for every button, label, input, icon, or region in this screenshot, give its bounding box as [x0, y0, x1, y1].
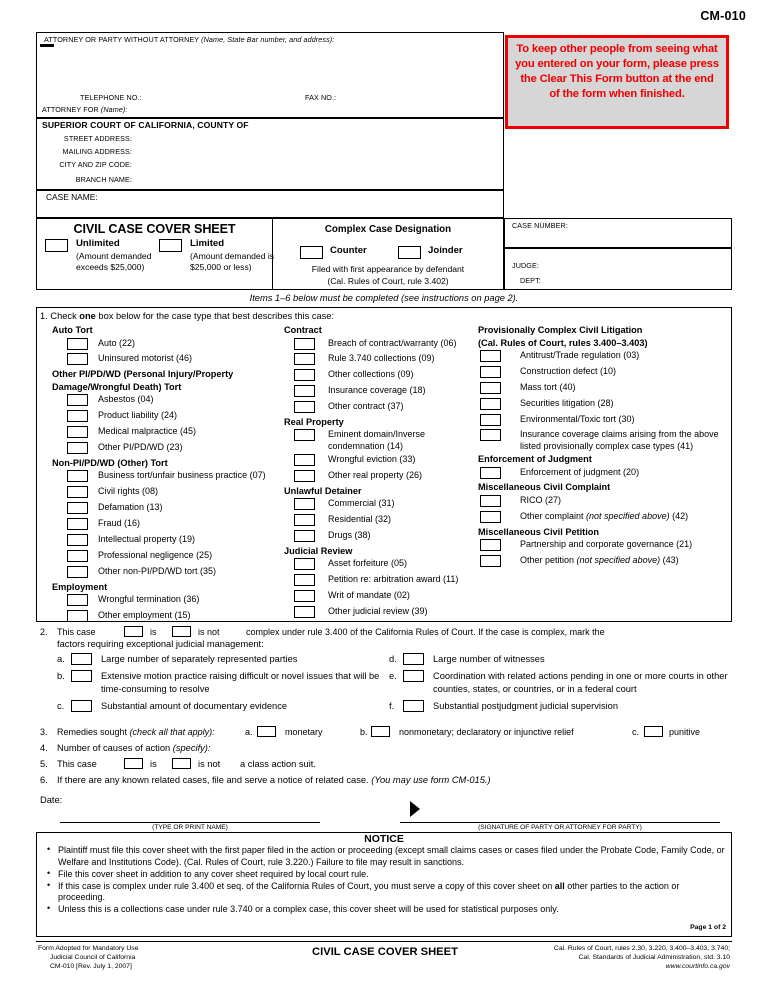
item2-text-rest: complex under rule 3.400 of the California Rules of Court. If the case is complex, mark the	[246, 627, 605, 637]
item2-factor-c	[57, 700, 377, 713]
item3-b-letter: b.	[360, 727, 368, 737]
case-type-option-label: Other PI/PD/WD (23)	[98, 441, 183, 452]
item6-label: If there are any known related cases, file and serve a notice of related case.	[57, 775, 369, 785]
item3-italic: (check all that apply):	[129, 727, 215, 737]
case-type-option[interactable]	[52, 518, 280, 533]
case-type-option[interactable]	[478, 539, 728, 554]
case-type-option[interactable]	[284, 498, 474, 513]
footer-url: www.courtinfo.ca.gov	[665, 963, 730, 971]
item5-text-rest: a class action suit.	[240, 759, 316, 769]
case-type-group-header: Judicial Review	[284, 545, 353, 556]
checkbox-case-type[interactable]	[480, 555, 501, 567]
footer-divider	[36, 941, 732, 942]
case-type-option-label: Antitrust/Trade regulation (03)	[520, 350, 640, 360]
case-type-option[interactable]	[52, 410, 280, 425]
item3-a-letter: a.	[245, 727, 253, 737]
branch-name-label: BRANCH NAME:	[75, 175, 132, 184]
checkbox-case-type[interactable]	[294, 606, 315, 618]
checkbox-item3-punitive[interactable]	[644, 726, 663, 737]
item3-number: 3.	[40, 727, 48, 737]
fax-label: FAX NO.:	[305, 93, 337, 102]
case-type-option-label: Breach of contract/warranty (06)	[328, 337, 457, 348]
checkbox-item2-factor-f[interactable]	[403, 700, 424, 712]
item2-factor-a	[57, 653, 377, 666]
case-type-option-label: Partnership and corporate governance (21)	[520, 539, 693, 550]
case-type-group-header: Damage/Wrongful Death) Tort	[52, 381, 182, 392]
dept-label: DEPT:	[520, 276, 541, 285]
attorney-header-italic: (Name, State Bar number, and address):	[201, 35, 335, 44]
checkbox-case-type[interactable]	[67, 426, 88, 438]
city-zip-label: CITY AND ZIP CODE:	[59, 160, 132, 169]
footer-left	[38, 944, 248, 972]
case-number-label: CASE NUMBER:	[512, 221, 568, 230]
item4-italic: (specify):	[172, 743, 211, 753]
checkbox-case-type[interactable]	[480, 539, 501, 551]
case-type-group-header: Auto Tort	[52, 325, 93, 335]
case-type-option-label: Writ of mandate (02)	[328, 590, 410, 601]
item3-label: Remedies sought	[57, 727, 128, 737]
case-type-group-header: Real Property	[284, 416, 344, 427]
case-name-label: CASE NAME:	[46, 192, 98, 202]
checkbox-case-type[interactable]	[67, 442, 88, 454]
case-type-option-label: Other complaint (not specified above) (42)	[520, 510, 689, 521]
checkbox-item5-is-not[interactable]	[172, 758, 191, 769]
case-type-group-header: Miscellaneous Civil Petition	[478, 526, 599, 537]
item3-text1	[57, 727, 215, 737]
checkbox-case-type[interactable]	[294, 369, 315, 381]
case-type-option-label: Wrongful eviction (33)	[328, 454, 416, 465]
case-type-option[interactable]	[478, 382, 728, 397]
case-type-option[interactable]	[52, 486, 280, 501]
case-type-option[interactable]	[284, 353, 474, 368]
checkbox-limited[interactable]	[159, 239, 182, 252]
case-type-option[interactable]	[284, 338, 474, 353]
case-type-option[interactable]	[52, 394, 280, 409]
item2-number: 2.	[40, 627, 48, 637]
cover-sheet-title: CIVIL CASE COVER SHEET	[73, 222, 236, 236]
judge-label: JUDGE:	[512, 261, 539, 270]
case-type-option-label: Petition re: arbitration award (11)	[328, 574, 459, 585]
case-type-column-2	[284, 325, 474, 622]
case-type-option[interactable]	[284, 385, 474, 400]
checkbox-unlimited[interactable]	[45, 239, 68, 252]
case-type-option-label: Product liability (24)	[98, 410, 178, 421]
signature-of-party-label: (SIGNATURE OF PARTY OR ATTORNEY FOR PARTY)	[478, 824, 642, 831]
checkbox-case-type[interactable]	[67, 394, 88, 406]
case-type-column-3	[478, 325, 728, 571]
checkbox-case-type[interactable]	[480, 429, 501, 441]
checkbox-counter[interactable]	[300, 246, 323, 259]
case-type-option[interactable]	[284, 558, 474, 573]
case-type-option-label: Environmental/Toxic tort (30)	[520, 413, 635, 424]
item6-italic: (You may use form CM-015.)	[371, 775, 491, 785]
case-type-option[interactable]	[284, 514, 474, 529]
case-type-group-header: Provisionally Complex Civil Litigation	[478, 325, 643, 335]
item4-number: 4.	[40, 743, 48, 753]
case-type-group-header: Employment	[52, 581, 108, 592]
notice-title: NOTICE	[364, 833, 404, 845]
footer-rules-line2: Cal. Standards of Judicial Administration, std. 3.10	[578, 954, 730, 962]
case-type-option-label: Residential (32)	[328, 514, 392, 525]
checkbox-case-type[interactable]	[294, 530, 315, 542]
item3-b-text: nonmonetary; declaratory or injunctive relief	[399, 727, 574, 737]
joinder-label: Joinder	[428, 245, 463, 256]
case-type-option-label: Enforcement of judgment (20)	[520, 466, 640, 477]
notice-item: • Plaintiff must file this cover sheet with the first paper filed in the action or proceeding (except small claims cases or cases filed under the Probate Code, Family Code, or Welfare and Institutions Code). (Cal. Rules of Court, rule 3.220.) Failure to file may result in sanctions.	[44, 845, 728, 868]
attorney-header-label	[44, 35, 334, 44]
item6-text	[57, 775, 491, 785]
checkbox-case-type[interactable]	[67, 594, 88, 606]
attorney-for-italic: (Name):	[100, 105, 128, 114]
clear-form-warning-text: To keep other people from seeing what you entered on your form, please press the Clear This Form button at the end of the form when finished.	[515, 43, 719, 100]
case-type-column-1	[52, 325, 280, 626]
case-name-box[interactable]	[36, 190, 504, 218]
signature-arrow-icon	[410, 801, 420, 817]
checkbox-case-type[interactable]	[294, 338, 315, 350]
case-type-group-header: Other PI/PD/WD (Personal Injury/Property	[52, 369, 234, 380]
item2-text1: This case	[57, 627, 96, 637]
item2-isnot-label: is not	[198, 627, 220, 637]
checkbox-item2-factor-d[interactable]	[403, 653, 424, 665]
footer-rules-line1: Cal. Rules of Court, rules 2.30, 3.220, 3.400–3.403, 3.740;	[553, 945, 730, 952]
case-type-option[interactable]	[284, 454, 474, 469]
checkbox-case-type[interactable]	[67, 550, 88, 562]
checkbox-item2-factor-a[interactable]	[71, 653, 92, 665]
case-type-option[interactable]	[478, 495, 728, 510]
case-type-option[interactable]	[478, 555, 728, 570]
item1-text-before: Check	[50, 311, 80, 321]
case-type-group-header: Unlawful Detainer	[284, 485, 362, 496]
footer-right	[430, 944, 730, 972]
checkbox-case-type[interactable]	[67, 518, 88, 530]
item1-instruction	[40, 311, 334, 321]
case-type-option-label: Securities litigation (28)	[520, 397, 614, 408]
checkbox-case-type[interactable]	[67, 353, 88, 365]
attorney-header-caps: ATTORNEY OR PARTY WITHOUT ATTORNEY	[44, 35, 200, 44]
case-type-option-label: Asset forfeiture (05)	[328, 558, 408, 569]
item2-factor-e-letter: e.	[389, 671, 397, 681]
checkbox-case-type[interactable]	[294, 429, 315, 441]
case-type-option[interactable]	[284, 574, 474, 589]
item2-is-label: is	[150, 627, 157, 637]
case-type-option-label: Other petition (not specified above) (43)	[520, 555, 679, 566]
clear-form-warning-box	[505, 35, 729, 129]
case-type-option[interactable]	[478, 511, 728, 526]
counter-label: Counter	[330, 245, 367, 256]
checkbox-case-type[interactable]	[67, 566, 88, 578]
checkbox-case-type[interactable]	[480, 350, 501, 362]
case-type-option-label: Insurance coverage (18)	[328, 385, 426, 396]
item2-factor-a-letter: a.	[57, 654, 65, 664]
footer-form-title: CIVIL CASE COVER SHEET	[312, 946, 458, 958]
checkbox-item2-is[interactable]	[124, 626, 143, 637]
case-type-option-label: Wrongful termination (36)	[98, 594, 200, 605]
attorney-for-caps: ATTORNEY FOR	[42, 105, 99, 114]
item2-factor-e-text: Coordination with related actions pending in one or more courts in other counties, states, or countries, or in a federal court	[433, 671, 728, 694]
checkbox-item2-factor-e[interactable]	[403, 670, 424, 682]
complex-note-line1: Filed with first appearance by defendant	[311, 264, 465, 274]
case-type-option-label: Mass tort (40)	[520, 381, 576, 392]
limited-label: Limited	[190, 238, 225, 249]
case-type-option-label: Intellectual property (19)	[98, 533, 196, 544]
checkbox-case-type[interactable]	[67, 470, 88, 482]
case-type-option[interactable]	[284, 429, 474, 452]
checkbox-case-type[interactable]	[294, 385, 315, 397]
item2-factor-d	[389, 653, 689, 666]
checkbox-case-type[interactable]	[294, 353, 315, 365]
item5-isnot-label: is not	[198, 759, 221, 769]
case-type-option[interactable]	[52, 610, 280, 625]
case-type-option[interactable]	[284, 369, 474, 384]
checkbox-case-type[interactable]	[294, 498, 315, 510]
checkbox-item2-factor-b[interactable]	[71, 670, 92, 682]
case-type-group-header: (Cal. Rules of Court, rules 3.400–3.403)	[478, 337, 648, 348]
item2-factor-b	[57, 670, 387, 695]
case-type-option[interactable]	[284, 401, 474, 416]
notice-item: • If this case is complex under rule 3.400 et seq. of the California Rules of Court, you must serve a copy of this cover sheet on all other parties to the action or proceeding.	[44, 881, 728, 904]
case-type-option-label: Other non-PI/PD/WD tort (35)	[98, 565, 217, 576]
item5-text1: This case	[57, 759, 97, 769]
case-type-option-label: Commercial (31)	[328, 498, 395, 509]
footer-council-line: Judicial Council of California	[50, 954, 136, 962]
checkbox-case-type[interactable]	[294, 401, 315, 413]
case-type-option[interactable]	[478, 429, 728, 452]
checkbox-case-type[interactable]	[67, 486, 88, 498]
case-type-option-label: Professional negligence (25)	[98, 549, 213, 560]
checkbox-case-type[interactable]	[294, 574, 315, 586]
case-type-option[interactable]	[52, 502, 280, 517]
case-type-option-label: Eminent domain/Inverse condemnation (14)	[328, 429, 426, 452]
type-or-print-name-label: (TYPE OR PRINT NAME)	[152, 824, 228, 831]
item2-factor-a-text: Large number of separately represented parties	[101, 654, 298, 664]
case-type-option[interactable]	[284, 530, 474, 545]
item2-factor-c-text: Substantial amount of documentary evidence	[101, 701, 288, 711]
footer-revision-line: CM-010 [Rev. July 1, 2007]	[50, 963, 132, 971]
case-type-option[interactable]	[284, 590, 474, 605]
item1-number: 1.	[40, 311, 48, 321]
item5-number: 5.	[40, 759, 48, 769]
case-type-option-label: RICO (27)	[520, 494, 562, 505]
item2-factor-d-text: Large number of witnesses	[433, 654, 545, 664]
item6-number: 6.	[40, 775, 48, 785]
case-type-option[interactable]	[478, 366, 728, 381]
signature-line[interactable]	[400, 822, 720, 823]
case-type-option-label: Uninsured motorist (46)	[98, 353, 193, 364]
item2-factor-f-text: Substantial postjudgment judicial supervision	[433, 701, 619, 711]
notice-emphasis: all	[554, 880, 565, 891]
case-type-option[interactable]	[478, 350, 728, 365]
case-type-option-italic: (not specified above)	[576, 555, 661, 566]
item2-factor-b-letter: b.	[57, 671, 65, 681]
case-type-option[interactable]	[52, 470, 280, 485]
footer-adopted-line: Form Adopted for Mandatory Use	[38, 945, 139, 952]
case-type-option[interactable]	[284, 606, 474, 621]
checkbox-case-type[interactable]	[67, 410, 88, 422]
case-type-option-label: Asbestos (04)	[98, 394, 154, 405]
case-type-option-label: Auto (22)	[98, 337, 136, 348]
case-type-option-label: Other collections (09)	[328, 369, 414, 380]
case-type-group-header: Miscellaneous Civil Complaint	[478, 482, 611, 493]
case-type-option-label: Rule 3.740 collections (09)	[328, 353, 435, 364]
case-type-option[interactable]	[52, 338, 280, 353]
items-completion-note: Items 1–6 below must be completed (see instructions on page 2).	[249, 293, 519, 303]
checkbox-case-type[interactable]	[67, 338, 88, 350]
case-type-option[interactable]	[52, 353, 280, 368]
case-type-option[interactable]	[52, 594, 280, 609]
checkbox-joinder[interactable]	[398, 246, 421, 259]
checkbox-case-type[interactable]	[294, 558, 315, 570]
item4-label: Number of causes of action	[57, 743, 171, 753]
checkbox-case-type[interactable]	[294, 590, 315, 602]
case-type-option-label: Other contract (37)	[328, 401, 404, 412]
checkbox-item2-factor-c[interactable]	[71, 700, 92, 712]
item2-factor-d-letter: d.	[389, 654, 397, 664]
case-type-option-label: Other employment (15)	[98, 609, 191, 620]
checkbox-case-type[interactable]	[480, 398, 501, 410]
case-type-option[interactable]	[52, 534, 280, 549]
case-type-option-label: Other real property (26)	[328, 469, 423, 480]
case-type-option[interactable]	[52, 442, 280, 457]
print-name-line[interactable]	[60, 822, 320, 823]
checkbox-case-type[interactable]	[480, 511, 501, 523]
street-address-label: STREET ADDRESS:	[63, 134, 132, 143]
complex-note-line2: (Cal. Rules of Court, rule 3.402)	[327, 276, 449, 286]
case-type-option-label: Civil rights (08)	[98, 486, 159, 497]
notice-item: • File this cover sheet in addition to any cover sheet required by local court rule.	[44, 869, 728, 881]
checkbox-case-type[interactable]	[67, 610, 88, 622]
case-type-option[interactable]	[478, 398, 728, 413]
case-type-group-header: Contract	[284, 325, 322, 335]
case-type-option[interactable]	[52, 566, 280, 581]
item2-factor-f-letter: f.	[389, 701, 395, 711]
checkbox-case-type[interactable]	[480, 495, 501, 507]
case-type-option-label: Fraud (16)	[98, 518, 141, 529]
limited-sublabel: (Amount demanded is $25,000 or less)	[190, 251, 275, 273]
item3-c-text: punitive	[669, 727, 701, 737]
case-type-option[interactable]	[478, 414, 728, 429]
item3-a-text: monetary	[285, 727, 323, 737]
notice-item: • Unless this is a collections case under rule 3.740 or a complex case, this cover sheet will be used for statistical purposes only.	[44, 904, 728, 916]
case-type-option-label: Defamation (13)	[98, 502, 163, 513]
item2-factor-b-text: Extensive motion practice raising difficult or novel issues that will be time-consuming to resolve	[101, 671, 380, 694]
checkbox-case-type[interactable]	[480, 414, 501, 426]
item4-text	[57, 743, 210, 753]
case-type-option-label: Medical malpractice (45)	[98, 426, 197, 437]
checkbox-case-type[interactable]	[480, 366, 501, 378]
notice-list	[44, 845, 728, 917]
court-title-label: SUPERIOR COURT OF CALIFORNIA, COUNTY OF	[42, 120, 249, 130]
case-type-group-header: Enforcement of Judgment	[478, 454, 592, 465]
corner-mark-icon	[40, 44, 54, 47]
complex-designation-title: Complex Case Designation	[324, 224, 452, 235]
unlimited-label: Unlimited	[76, 238, 120, 249]
case-type-option-label: Business tort/unfair business practice (07)	[98, 470, 266, 481]
case-type-option-label: Drugs (38)	[328, 530, 371, 541]
item1-text-after: box below for the case type that best describes this case:	[95, 311, 335, 321]
item3-c-letter: c.	[632, 727, 640, 737]
item1-text-bold: one	[79, 311, 96, 321]
case-type-option-italic: (not specified above)	[586, 510, 670, 521]
checkbox-case-type[interactable]	[67, 534, 88, 546]
unlimited-sublabel: (Amount demanded exceeds $25,000)	[76, 251, 152, 273]
item2-factor-f	[389, 700, 689, 713]
checkbox-case-type[interactable]	[67, 502, 88, 514]
checkbox-case-type[interactable]	[294, 470, 315, 482]
case-type-option[interactable]	[52, 426, 280, 441]
date-label[interactable]: Date:	[40, 795, 63, 805]
attorney-for-label	[42, 105, 128, 114]
checkbox-case-type[interactable]	[294, 514, 315, 526]
case-type-option[interactable]	[284, 470, 474, 485]
case-type-option-label: Construction defect (10)	[520, 365, 617, 376]
telephone-label: TELEPHONE NO.:	[80, 93, 142, 102]
case-type-group-header: Non-PI/PD/WD (Other) Tort	[52, 457, 168, 468]
case-type-option-label: Insurance coverage claims arising from the above listed provisionally complex case types (41)	[520, 429, 719, 452]
form-number: CM-010	[700, 9, 746, 23]
case-type-option[interactable]	[52, 550, 280, 565]
mailing-address-label: MAILING ADDRESS:	[62, 147, 132, 156]
page-number: Page 1 of 2	[690, 924, 726, 931]
item2-factor-e	[389, 670, 734, 695]
checkbox-item3-monetary[interactable]	[257, 726, 276, 737]
item2-line2: factors requiring exceptional judicial management:	[57, 639, 264, 649]
case-type-option[interactable]	[478, 467, 728, 482]
checkbox-item5-is[interactable]	[124, 758, 143, 769]
checkbox-case-type[interactable]	[480, 382, 501, 394]
checkbox-case-type[interactable]	[480, 467, 501, 479]
item5-is-label: is	[150, 759, 157, 769]
checkbox-case-type[interactable]	[294, 454, 315, 466]
checkbox-item3-nonmonetary[interactable]	[371, 726, 390, 737]
item2-factor-c-letter: c.	[57, 701, 65, 711]
checkbox-item2-is-not[interactable]	[172, 626, 191, 637]
case-type-option-label: Other judicial review (39)	[328, 606, 428, 617]
